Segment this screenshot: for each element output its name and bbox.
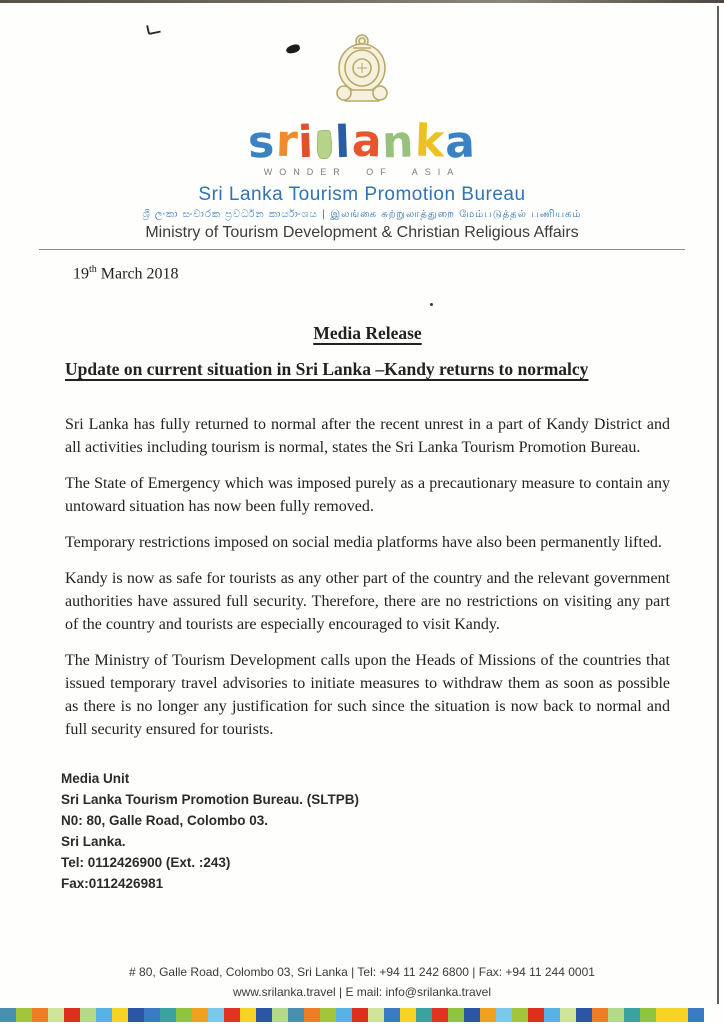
contact-line: N0: 80, Galle Road, Colombo 03.: [61, 813, 269, 829]
ministry-name: Ministry of Tourism Development & Christian Religious Affairs: [145, 224, 579, 241]
strip-square: [208, 1008, 224, 1022]
footer-address-line: # 80, Galle Road, Colombo 03, Sri Lanka | Tel: +94 11 242 6800 | Fax: +94 11 244 0001: [129, 965, 595, 979]
body-paragraph: Temporary restrictions imposed on social media platforms have also been permanently lifted.: [65, 534, 662, 552]
strip-square: [192, 1008, 208, 1022]
strip-square: [528, 1008, 544, 1022]
strip-square: [256, 1008, 272, 1022]
strip-square: [544, 1008, 560, 1022]
body-paragraph: Sri Lanka has fully returned to normal after the recent unrest in a part of Kandy District and all activities including tourism is normal, states the Sri Lanka Tourism Promotion Bureau.: [65, 416, 670, 457]
wordmark-letter: k: [413, 115, 446, 168]
wordmark-letter: l: [334, 116, 353, 169]
document-subtitle: Update on current situation in Sri Lanka –Kandy returns to normalcy: [65, 359, 589, 380]
strip-square: [352, 1008, 368, 1022]
contact-line: Sri Lanka.: [61, 834, 126, 850]
document-title: Media Release: [313, 323, 422, 344]
scan-edge-right: [717, 6, 719, 1004]
strip-square: [656, 1008, 672, 1022]
strip-square: [144, 1008, 160, 1022]
wordmark-tagline: WONDER OF ASIA: [263, 167, 461, 177]
strip-square: [640, 1008, 656, 1022]
date-rest: March 2018: [96, 265, 179, 283]
strip-square: [336, 1008, 352, 1022]
brand-color-strip: [0, 1008, 724, 1022]
strip-square: [432, 1008, 448, 1022]
sri-lanka-national-emblem-icon: [0, 32, 724, 106]
document-date: [73, 264, 670, 283]
strip-square: [464, 1008, 480, 1022]
strip-square: [592, 1008, 608, 1022]
strip-square: [304, 1008, 320, 1022]
strip-square: [576, 1008, 592, 1022]
bureau-name-sinhala-tamil: ශ්‍රී ලංකා සංචාරක ප්‍රවර්ධන කාර්යාංශය | இலங்கை சுற்றுலாத்துறை மேம்படுத்தல் பணியகம்: [142, 209, 582, 220]
letterhead-divider: [39, 249, 685, 250]
strip-square: [112, 1008, 128, 1022]
strip-square: [672, 1008, 688, 1022]
strip-square: [608, 1008, 624, 1022]
strip-square: [272, 1008, 288, 1022]
srilanka-wordmark-logo: [0, 115, 724, 169]
strip-square: [624, 1008, 640, 1022]
strip-square: [320, 1008, 336, 1022]
strip-square: [496, 1008, 512, 1022]
strip-square: [0, 1008, 16, 1022]
strip-square: [240, 1008, 256, 1022]
document-content: [0, 264, 724, 894]
wordmark-letter: a: [443, 116, 477, 169]
contact-line: Fax:0112426981: [61, 876, 164, 892]
strip-square: [384, 1008, 400, 1022]
media-unit-contact-block: [61, 768, 670, 894]
letterhead: [0, 0, 724, 250]
wordmark-letter: s: [247, 116, 277, 169]
strip-square: [160, 1008, 176, 1022]
strip-square: [176, 1008, 192, 1022]
date-ordinal: th: [89, 264, 97, 275]
strip-square: [16, 1008, 32, 1022]
body-paragraph: The Ministry of Tourism Development calls upon the Heads of Missions of the countries that issued temporary travel advisories to initiate measures to withdraw them as soon as possible as there is no longer any justification for such since the situation is now back to normal and full security ensured for tourists.: [65, 652, 670, 739]
strip-square: [480, 1008, 496, 1022]
contact-line: Sri Lanka Tourism Promotion Bureau. (SLTPB): [61, 792, 360, 808]
body-paragraph: Kandy is now as safe for tourists as any other part of the country and the relevant government authorities have assured full security. Therefore, there are no restrictions on visiting any part of the country and tourists are especially encouraged to visit Kandy.: [65, 570, 670, 634]
scan-edge-top: [0, 0, 724, 3]
strip-square: [96, 1008, 112, 1022]
document-body: [65, 413, 670, 741]
strip-square: [400, 1008, 416, 1022]
strip-square: [224, 1008, 240, 1022]
date-day: 19: [73, 265, 89, 283]
strip-square: [288, 1008, 304, 1022]
wordmark-letter: r: [274, 115, 300, 168]
strip-square: [80, 1008, 96, 1022]
strip-square: [448, 1008, 464, 1022]
body-paragraph: The State of Emergency which was imposed purely as a precautionary measure to contain any untoward situation has now been fully removed.: [65, 475, 670, 516]
strip-square: [416, 1008, 432, 1022]
contact-line: Media Unit: [61, 771, 130, 787]
strip-square: [512, 1008, 528, 1022]
strip-square: [32, 1008, 48, 1022]
scan-speck: [430, 303, 433, 306]
letterhead-footer: [0, 965, 724, 1024]
strip-square: [560, 1008, 576, 1022]
strip-square: [48, 1008, 64, 1022]
wordmark-letter: i: [297, 116, 316, 169]
wordmark-letter: n: [381, 116, 416, 169]
wordmark-letter: a: [350, 115, 384, 168]
strip-square: [688, 1008, 704, 1022]
strip-square: [64, 1008, 80, 1022]
strip-square: [368, 1008, 384, 1022]
strip-square: [128, 1008, 144, 1022]
footer-web-line: www.srilanka.travel | E mail: info@srilanka.travel: [232, 985, 492, 999]
contact-line: Tel: 0112426900 (Ext. :243): [61, 855, 231, 871]
bureau-name: Sri Lanka Tourism Promotion Bureau: [198, 184, 526, 205]
leaf-icon: [317, 130, 333, 160]
